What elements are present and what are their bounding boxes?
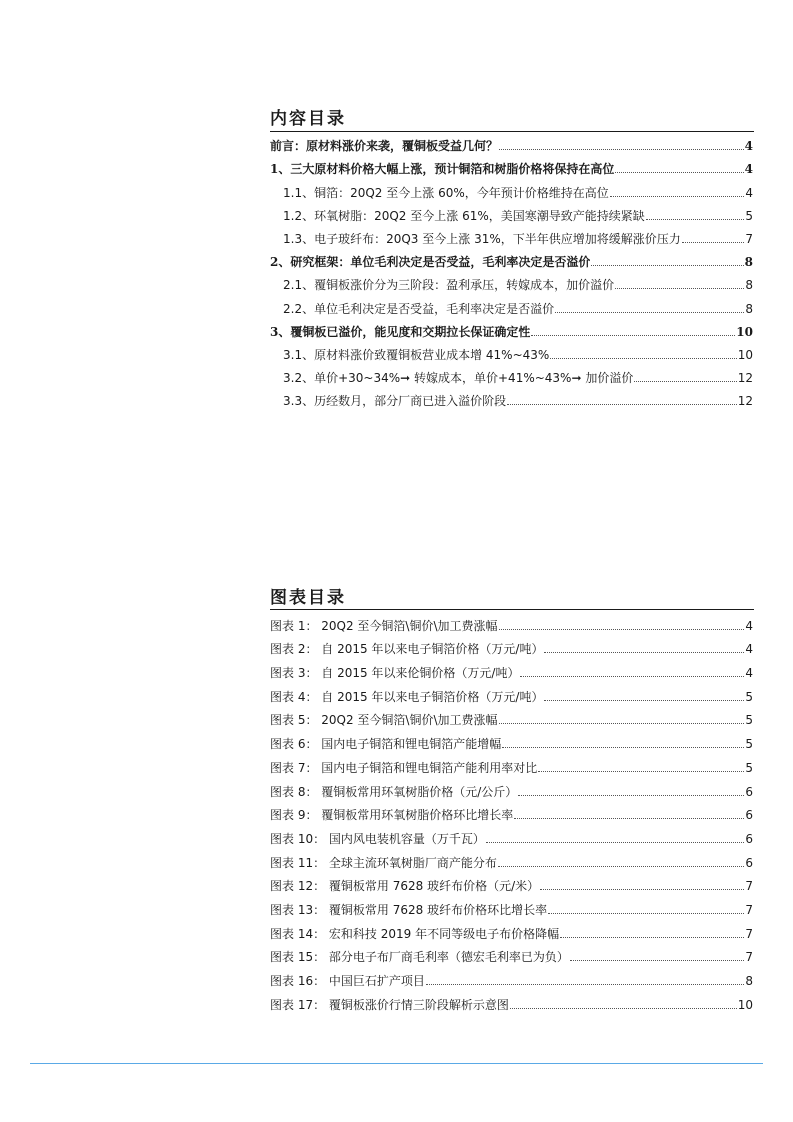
toc-entry-page: 4 <box>744 139 753 154</box>
toc-entry-page: 4 <box>745 185 753 200</box>
toc-entry-label: 2、研究框架：单位毛利决定是否受益，毛利率决定是否溢价 <box>270 255 591 270</box>
toc-entry-section-2[interactable] <box>270 246 753 269</box>
figure-entry-page: 10 <box>737 997 753 1012</box>
toc-entry-page: 5 <box>745 208 753 223</box>
toc-leader-dots <box>570 960 744 961</box>
figure-entry-label: 图表 6： 国内电子铜箔和锂电铜箔产能增幅 <box>270 737 502 752</box>
toc-entry-section-2-2[interactable] <box>270 292 753 315</box>
toc-entry-label: 3.2、单价+30~34%➞ 转嫁成本，单价+41%~43%➞ 加价溢价 <box>283 371 634 386</box>
figure-entry-label: 图表 17： 覆铜板涨价行情三阶段解析示意图 <box>270 997 509 1012</box>
toc-entry-label: 前言：原材料涨价来袭，覆铜板受益几何？ <box>270 139 499 154</box>
figure-entry-page: 5 <box>745 689 753 704</box>
figure-entry-page: 6 <box>745 855 753 870</box>
figure-entry-page: 8 <box>745 974 753 988</box>
toc-entry-label: 1.3、电子玻纤布：20Q3 至今上涨 31%，下半年供应增加将缓解涨价压力 <box>283 231 681 246</box>
figure-entry-page: 7 <box>745 902 753 917</box>
toc-leader-dots <box>634 381 736 382</box>
figure-entry-7[interactable] <box>270 751 753 775</box>
toc-leader-dots <box>591 265 743 266</box>
toc-entry-section-3-1[interactable] <box>270 339 753 362</box>
figure-entry-label: 图表 10： 国内风电装机容量（万千瓦） <box>270 831 485 846</box>
toc-leader-dots <box>540 889 744 890</box>
toc-leader-dots <box>538 771 744 772</box>
figure-entry-17[interactable] <box>270 988 753 1012</box>
figure-entry-3[interactable] <box>270 656 753 680</box>
toc-leader-dots <box>615 288 744 289</box>
figure-entry-page: 5 <box>745 737 753 752</box>
toc-entry-label: 3.3、历经数月，部分厂商已进入溢价阶段 <box>283 394 507 409</box>
toc-entry-label: 1.2、环氧树脂：20Q2 至今上涨 61%，美国寒潮导致产能持续紧缺 <box>283 208 645 223</box>
figure-entry-page: 5 <box>745 713 753 728</box>
toc-leader-dots <box>520 676 744 677</box>
figure-entry-label: 图表 9： 覆铜板常用环氧树脂价格环比增长率 <box>270 808 514 823</box>
figure-entry-page: 7 <box>745 950 753 965</box>
toc-leader-dots <box>544 652 744 653</box>
figure-entry-label: 图表 2： 自 2015 年以来电子铜箔价格（万元/吨） <box>270 642 544 657</box>
toc-entry-section-1-2[interactable] <box>270 200 753 223</box>
toc-leader-dots <box>510 1008 737 1009</box>
figure-entry-11[interactable] <box>270 846 753 870</box>
toc-entry-section-3-3[interactable] <box>270 385 753 408</box>
figure-entry-page: 6 <box>745 831 753 846</box>
toc-entry-label: 1、三大原材料价格大幅上涨，预计铜箔和树脂价格将保持在高位 <box>270 162 615 177</box>
contents-title: 内容目录 <box>270 109 346 129</box>
figure-entry-page: 7 <box>745 879 753 894</box>
toc-entry-label: 3.1、原材料涨价致覆铜板营业成本增 41%~43% <box>283 347 550 362</box>
toc-leader-dots <box>499 723 745 724</box>
toc-leader-dots <box>615 172 743 173</box>
figure-entry-15[interactable] <box>270 941 753 965</box>
figure-entry-page: 5 <box>745 760 753 775</box>
toc-entry-page: 12 <box>737 394 753 409</box>
toc-leader-dots <box>531 335 735 336</box>
figure-entry-label: 图表 7： 国内电子铜箔和锂电铜箔产能利用率对比 <box>270 760 538 775</box>
figure-entry-page: 6 <box>745 808 753 823</box>
toc-entry-section-3-2[interactable] <box>270 362 753 385</box>
figure-entry-2[interactable] <box>270 633 753 657</box>
figure-entry-page: 4 <box>745 618 753 633</box>
toc-leader-dots <box>544 700 744 701</box>
toc-entry-page: 8 <box>745 278 753 293</box>
toc-leader-dots <box>646 219 745 220</box>
toc-leader-dots <box>502 747 744 748</box>
figure-entry-label: 图表 1： 20Q2 至今铜箔\铜价\加工费涨幅 <box>270 618 498 633</box>
figure-entry-page: 4 <box>745 642 753 657</box>
figure-entry-1[interactable] <box>270 609 753 633</box>
toc-leader-dots <box>555 312 744 313</box>
contents-list <box>270 130 753 408</box>
figure-entry-label: 图表 14： 宏和科技 2019 年不同等级电子布价格降幅 <box>270 926 560 941</box>
toc-entry-section-2-1[interactable] <box>270 269 753 292</box>
toc-leader-dots <box>507 404 737 405</box>
toc-leader-dots <box>499 149 744 150</box>
figure-entry-label: 图表 4： 自 2015 年以来电子铜箔价格（万元/吨） <box>270 689 544 704</box>
toc-leader-dots <box>518 795 744 796</box>
toc-leader-dots <box>548 913 744 914</box>
figure-entry-label: 图表 15： 部分电子布厂商毛利率（德宏毛利率已为负） <box>270 950 569 965</box>
figure-entry-14[interactable] <box>270 917 753 941</box>
toc-entry-label: 2.2、单位毛利决定是否受益，毛利率决定是否溢价 <box>283 301 555 316</box>
toc-entry-section-1-1[interactable] <box>270 176 753 199</box>
figure-entry-label: 图表 3： 自 2015 年以来伦铜价格（万元/吨） <box>270 666 520 681</box>
toc-entry-section-1[interactable] <box>270 153 753 176</box>
toc-entry-section-3[interactable] <box>270 316 753 339</box>
toc-entry-page: 8 <box>745 301 753 316</box>
figure-entry-label: 图表 16： 中国巨石扩产项目 <box>270 974 425 988</box>
toc-entry-page: 7 <box>745 231 753 246</box>
footer-rule <box>30 1063 763 1064</box>
figure-entry-13[interactable] <box>270 893 753 917</box>
toc-leader-dots <box>514 818 744 819</box>
toc-entry-page: 12 <box>737 371 753 386</box>
figure-entry-5[interactable] <box>270 704 753 728</box>
figure-entry-10[interactable] <box>270 822 753 846</box>
figures-list <box>270 609 753 1012</box>
figure-entry-4[interactable] <box>270 680 753 704</box>
figure-entry-12[interactable] <box>270 870 753 894</box>
figure-entry-16[interactable] <box>270 964 753 988</box>
toc-entry-label: 3、覆铜板已溢价，能见度和交期拉长保证确定性 <box>270 324 531 339</box>
toc-entry-page: 8 <box>744 255 753 270</box>
toc-leader-dots <box>682 242 745 243</box>
toc-leader-dots <box>550 358 736 359</box>
figure-entry-6[interactable] <box>270 727 753 751</box>
toc-entry-label: 2.1、覆铜板涨价分为三阶段：盈利承压，转嫁成本，加价溢价 <box>283 278 615 293</box>
figure-entry-9[interactable] <box>270 799 753 823</box>
toc-entry-page: 10 <box>736 324 753 339</box>
figure-entry-8[interactable] <box>270 775 753 799</box>
toc-leader-dots <box>486 842 744 843</box>
figure-entry-page: 7 <box>745 926 753 941</box>
toc-leader-dots <box>499 629 745 630</box>
toc-entry-page: 4 <box>744 162 753 177</box>
toc-leader-dots <box>610 196 745 197</box>
figure-entry-label: 图表 12： 覆铜板常用 7628 玻纤布价格（元/米） <box>270 879 540 894</box>
toc-leader-dots <box>426 984 744 985</box>
figure-entry-label: 图表 8： 覆铜板常用环氧树脂价格（元/公斤） <box>270 784 518 799</box>
figure-entry-label: 图表 11： 全球主流环氧树脂厂商产能分布 <box>270 855 497 870</box>
toc-leader-dots <box>498 866 744 867</box>
toc-entry-page: 10 <box>737 347 753 362</box>
toc-entry-label: 1.1、铜箔：20Q2 至今上涨 60%，今年预计价格维持在高位 <box>283 185 609 200</box>
figure-entry-page: 6 <box>745 784 753 799</box>
figures-title: 图表目录 <box>270 588 346 608</box>
toc-leader-dots <box>560 937 744 938</box>
toc-entry-section-1-3[interactable] <box>270 223 753 246</box>
figure-entry-page: 4 <box>745 666 753 681</box>
figure-entry-label: 图表 5： 20Q2 至今铜箔\铜价\加工费涨幅 <box>270 713 498 728</box>
toc-entry-preface[interactable] <box>270 130 753 153</box>
figure-entry-label: 图表 13： 覆铜板常用 7628 玻纤布价格环比增长率 <box>270 902 548 917</box>
